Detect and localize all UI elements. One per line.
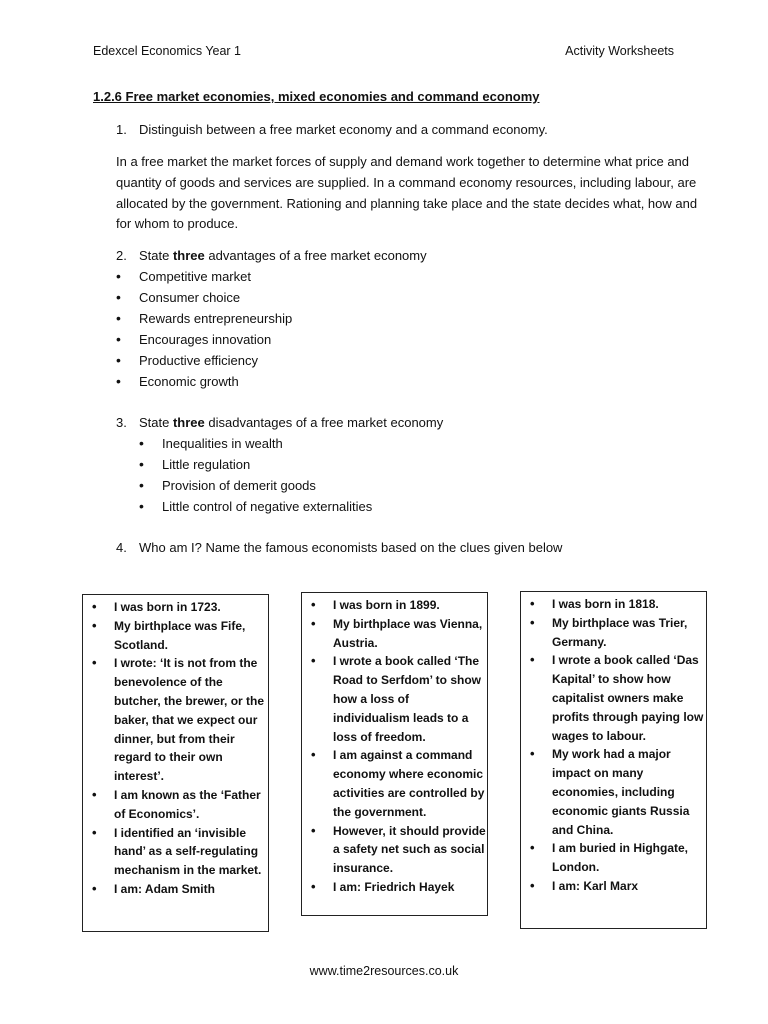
clue-item: • I am known as the ‘Father of Economics’. [83,786,268,824]
clue-box-adam-smith [82,594,269,932]
clue-item: • My birthplace was Vienna, Austria. [302,615,487,653]
clue-item: • My work had a major impact on many economies, including economic giants Russia and China. [521,745,706,839]
list-item: • Inequalities in wealth [162,433,372,454]
question-3 [116,415,443,430]
clue-item: • I am against a command economy where economic activities are controlled by the government. [302,746,487,821]
clue-item: • I identified an ‘invisible hand’ as a self-regulating mechanism in the market. [83,824,268,880]
clue-item: • I wrote a book called ‘Das Kapital’ to show how capitalist owners make profits through paying low wages to labour. [521,651,706,745]
question-4 [116,540,562,555]
header-left: Edexcel Economics Year 1 [93,44,242,58]
list-item: • Encourages innovation [139,329,292,350]
clue-item: • I wrote a book called ‘The Road to Serfdom’ to show how a loss of individualism leads to a loss of freedom. [302,652,487,746]
disadvantages-list [162,433,372,517]
list-item: • Rewards entrepreneurship [139,308,292,329]
question-1 [116,122,548,137]
list-item: • Consumer choice [139,287,292,308]
question-4-number: 4. [116,540,127,555]
clue-item: • I was born in 1723. [83,598,268,617]
question-3-bold: three [172,415,205,430]
advantages-list [139,266,292,392]
clue-item: • I was born in 1818. [521,595,706,614]
question-4-text: Who am I? Name the famous economists based on the clues given below [139,540,563,555]
question-2-bold: three [172,248,205,263]
question-2-post: advantages of a free market economy [204,248,427,263]
section-title: 1.2.6 Free market economies, mixed economies and command economy [93,89,540,104]
clue-item: • However, it should provide a safety net such as social insurance. [302,822,487,878]
question-2-pre: State [139,248,173,263]
list-item: • Productive efficiency [139,350,292,371]
question-3-number: 3. [116,415,127,430]
clue-answer: • I am: Adam Smith [83,880,268,899]
question-3-pre: State [139,415,173,430]
clue-item: • My birthplace was Trier, Germany. [521,614,706,652]
footer-url: www.time2resources.co.uk [309,964,459,978]
header-right: Activity Worksheets [565,44,674,58]
question-1-answer: In a free market the market forces of supply and demand work together to determine what price and quantity of goods and services are supplied. In a command economy resources, including labour, are allocated by the government. Rationing and planning take place and the state decides what, how and for whom to produce. [116,154,698,232]
clue-answer: • I am: Karl Marx [521,877,706,896]
question-2-number: 2. [116,248,127,263]
clue-answer: • I am: Friedrich Hayek [302,878,487,897]
clue-item: • My birthplace was Fife, Scotland. [83,617,268,655]
question-1-text: Distinguish between a free market economy and a command economy. [139,122,548,137]
list-item: • Little control of negative externalities [162,496,372,517]
question-2 [116,248,427,263]
clue-item: • I wrote: ‘It is not from the benevolence of the butcher, the brewer, or the baker, that we expect our dinner, but from their regard to their own interest’. [83,654,268,786]
question-3-post: disadvantages of a free market economy [204,415,444,430]
clue-box-karl-marx [520,591,707,929]
list-item: • Economic growth [139,371,292,392]
clue-item: • I was born in 1899. [302,596,487,615]
clue-box-friedrich-hayek [301,592,488,916]
list-item: • Little regulation [162,454,372,475]
list-item: • Provision of demerit goods [162,475,372,496]
list-item: • Competitive market [139,266,292,287]
clue-item: • I am buried in Highgate, London. [521,839,706,877]
question-1-number: 1. [116,122,127,137]
